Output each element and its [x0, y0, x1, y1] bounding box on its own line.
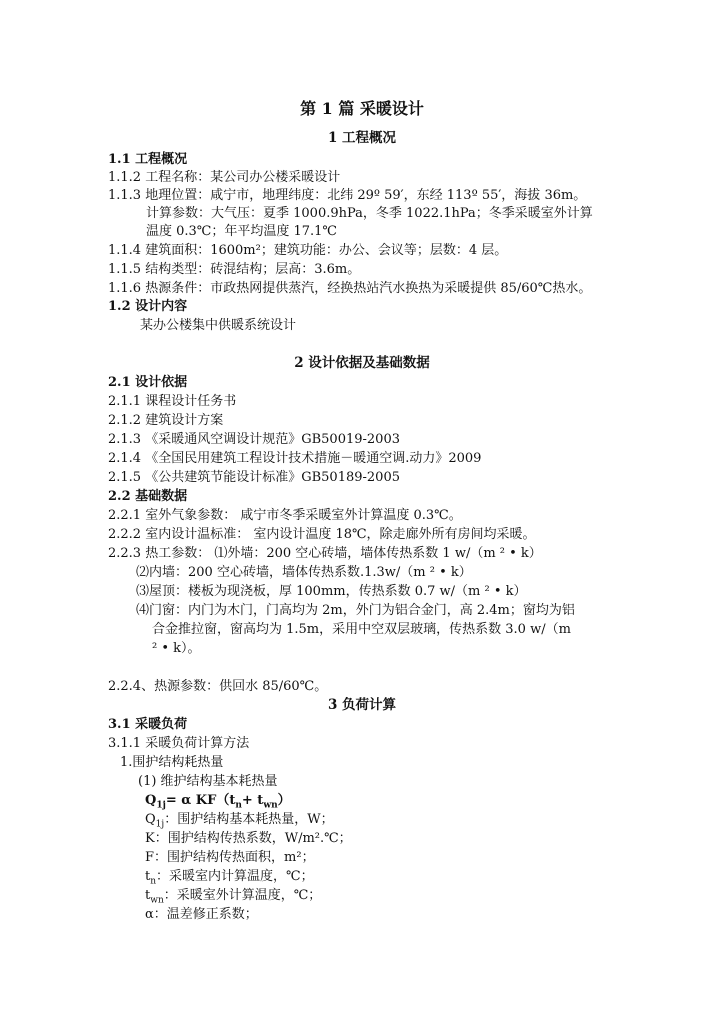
section-3-1-heading: 3.1 采暖负荷	[108, 717, 188, 732]
line-1-1-3-params: 计算参数：大气压：夏季 1000.9hPa，冬季 1022.1hPa；冬季采暖室外计算	[146, 206, 593, 221]
section-1-1-heading: 1.1 工程概况	[108, 152, 188, 167]
data-2-2-1: 2.2.1 室外气象参数： 咸宁市冬季采暖室外计算温度 0.3℃。	[108, 508, 462, 523]
chapter-3-title: 3 负荷计算	[327, 697, 397, 713]
definition-twn: $t_{wn}$：采暖室外计算温度，℃；	[145, 888, 322, 906]
definition-alpha: α：温差修正系数；	[145, 907, 258, 922]
line-1-1-6: 1.1.6 热源条件：市政热网提供蒸汽，经换热站汽水换热为采暖提供 85/60℃热水。	[108, 281, 592, 296]
line-1-1-3-temp: 温度 0.3℃；年平均温度 17.1℃	[146, 224, 337, 239]
line-1-1-2: 1.1.2 工程名称：某公司办公楼采暖设计	[108, 170, 341, 185]
line-1-1-5: 1.1.5 结构类型：砖混结构；层高：3.6m。	[108, 262, 361, 277]
data-doors-windows-end: ² • k）。	[152, 641, 201, 656]
section-1-2-body: 某办公楼集中供暖系统设计	[140, 318, 297, 333]
line-3-1-1: 3.1.1 采暖负荷计算方法	[108, 736, 250, 751]
data-2-2-4-heat-source: 2.2.4、热源参数：供回水 85/60℃。	[108, 679, 328, 694]
definition-k: K：围护结构传热系数，W/m².℃；	[145, 831, 352, 846]
data-2-2-3: 2.2.3 热工参数： ⑴外墙：200 空心砖墙，墙体传热系数 1 w/（m ² • k）	[108, 546, 542, 561]
section-2-2-heading: 2.2 基础数据	[108, 489, 188, 504]
section-2-1-heading: 2.1 设计依据	[108, 375, 188, 390]
basis-2-1-3: 2.1.3 《采暖通风空调设计规范》GB50019-2003	[108, 432, 400, 447]
line-1-1-4: 1.1.4 建筑面积：1600m²；建筑功能：办公、会议等；层数：4 层。	[108, 243, 508, 258]
part-title: 第 1 篇 采暖设计	[300, 99, 424, 118]
data-inner-wall: ⑵内墙：200 空心砖墙，墙体传热系数.1.3w/（m ² • k）	[136, 565, 472, 580]
section-1-2-heading: 1.2 设计内容	[108, 299, 188, 314]
definition-tn: $t_n$：采暖室内计算温度，℃；	[145, 869, 314, 887]
chapter-1-title: 1 工程概况	[327, 130, 397, 146]
data-2-2-2: 2.2.2 室内设计温标准： 室内设计温度 18℃，除走廊外所有房间均采暖。	[108, 527, 536, 542]
basis-2-1-4: 2.1.4 《全国民用建筑工程设计技术措施－暖通空调.动力》2009	[108, 451, 482, 466]
basis-2-1-2: 2.1.2 建筑设计方案	[108, 413, 224, 428]
heat-loss-formula: $Q_{1j}= \alpha$ $KF(t_n+ t_{wn})$	[145, 793, 291, 811]
data-roof: ⑶屋顶：楼板为现浇板，厚 100mm，传热系数 0.7 w/（m ² • k）	[136, 584, 527, 599]
data-doors-windows: ⑷门窗：内门为木门，门高均为 2m，外门为铝合金门，高 2.4m；窗均为铝	[136, 603, 575, 618]
chapter-2-title: 2 设计依据及基础数据	[294, 355, 430, 371]
data-doors-windows-cont: 合金推拉窗，窗高均为 1.5m，采用中空双层玻璃，传热系数 3.0 w/（m	[152, 622, 571, 637]
definition-f: F：围护结构传热面积，m²；	[145, 850, 315, 865]
line-1-1-3: 1.1.3 地理位置：咸宁市，地理纬度：北纬 29º 59′，东经 113º 55′，海拔 36m。	[108, 188, 587, 203]
basis-2-1-1: 2.1.1 课程设计任务书	[108, 394, 237, 409]
line-envelope-heat-loss: 1.围护结构耗热量	[120, 755, 224, 770]
basis-2-1-5: 2.1.5 《公共建筑节能设计标准》GB50189-2005	[108, 470, 400, 485]
definition-q1j: $Q_{1j}$：围护结构基本耗热量，W；	[145, 812, 334, 830]
line-basic-heat-loss: (1) 维护结构基本耗热量	[138, 774, 278, 789]
